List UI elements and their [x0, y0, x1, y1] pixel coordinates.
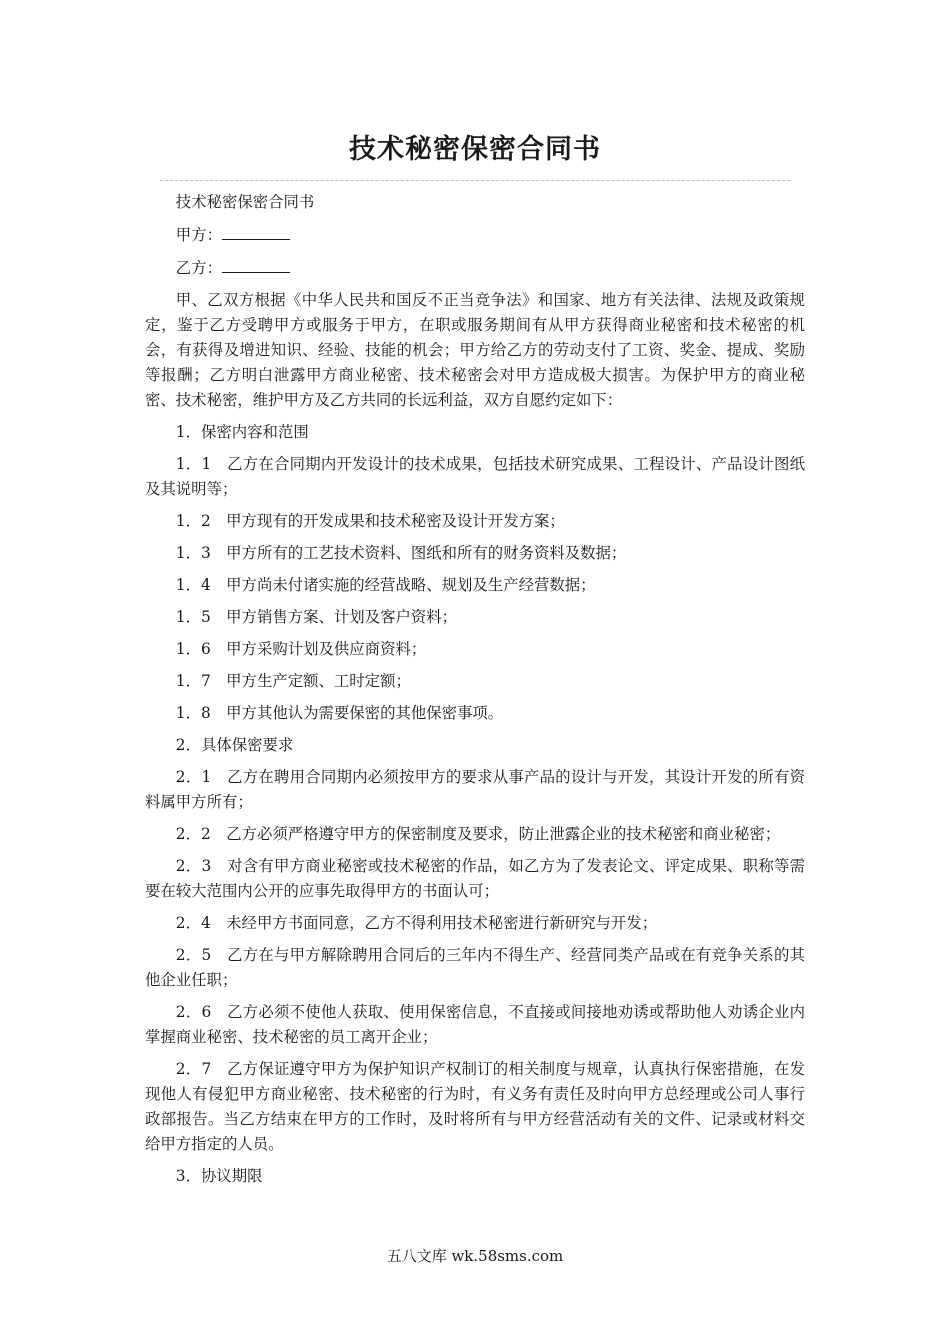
- clause-item: 1．3 甲方所有的工艺技术资料、图纸和所有的财务资料及数据；: [175, 544, 627, 562]
- section-heading: 2．具体保密要求: [175, 736, 294, 754]
- clause-item: 2．6 乙方必须不使他人获取、使用保密信息，不直接或间接地劝诱或帮助他人劝诱企业内掌握商业秘密、技术秘密的员工离开企业；: [145, 1003, 805, 1046]
- party-a-blank: [222, 222, 290, 240]
- clause-item: 1．5 甲方销售方案、计划及客户资料；: [175, 608, 458, 626]
- clause-item: 2．5 乙方在与甲方解除聘用合同后的三年内不得生产、经营同类产品或在有竞争关系的其他企业任职；: [145, 946, 805, 989]
- clause-item: 1．4 甲方尚未付诸实施的经营战略、规划及生产经营数据；: [175, 576, 596, 594]
- party-b-label: 乙方：: [175, 259, 222, 277]
- clause-item: 2．4 未经甲方书面同意，乙方不得利用技术秘密进行新研究与开发；: [175, 914, 658, 932]
- clause-item: 1．2 甲方现有的开发成果和技术秘密及设计开发方案；: [175, 512, 565, 530]
- document-body: [145, 190, 805, 1196]
- party-a-line: [145, 222, 805, 248]
- party-b-line: [145, 255, 805, 281]
- party-a-label: 甲方：: [175, 226, 222, 244]
- party-b-blank: [222, 255, 290, 273]
- clause-item: 2．3 对含有甲方商业秘密或技术秘密的作品，如乙方为了发表论文、评定成果、职称等需要在较大范围内公开的应事先取得甲方的书面认可；: [145, 857, 805, 900]
- clause-item: 2．2 乙方必须严格遵守甲方的保密制度及要求，防止泄露企业的技术秘密和商业秘密；: [175, 825, 781, 843]
- heading-line: 技术秘密保密合同书: [175, 193, 315, 211]
- clause-item: 1．8 甲方其他认为需要保密的其他保密事项。: [175, 704, 504, 722]
- paragraph-preamble: 甲、乙双方根据《中华人民共和国反不正当竞争法》和国家、地方有关法律、法规及政策规定，鉴于乙方受聘甲方或服务于甲方，在职或服务期间有从甲方获得商业秘密和技术秘密的机会，有获得及增进知识、经验、技能的机会；甲方给乙方的劳动支付了工资、奖金、提成、奖励等报酬；乙方明白泄露甲方商业秘密、技术秘密会对甲方造成极大损害。为保护甲方的商业秘密、技术秘密，维护甲方及乙方共同的长远利益，双方自愿约定如下：: [145, 291, 805, 409]
- clause-item: 1．6 甲方采购计划及供应商资料；: [175, 640, 427, 658]
- clause-item: 2．1 乙方在聘用合同期内必须按甲方的要求从事产品的设计与开发，其设计开发的所有资料属甲方所有；: [145, 768, 805, 811]
- section-heading: 3．协议期限: [175, 1167, 263, 1185]
- clause-item: 1．1 乙方在合同期内开发设计的技术成果，包括技术研究成果、工程设计、产品设计图纸及其说明等；: [145, 455, 805, 498]
- footer-watermark: 五八文库 wk.58sms.com: [386, 1247, 564, 1265]
- title-divider: [160, 180, 790, 181]
- clause-item: 2．7 乙方保证遵守甲方为保护知识产权制订的相关制度与规章，认真执行保密措施，在发现他人有侵犯甲方商业秘密、技术秘密的行为时，有义务有责任及时向甲方总经理或公司人事行政部报告。当乙方结束在甲方的工作时，及时将所有与甲方经营活动有关的文件、记录或材料交给甲方指定的人员。: [145, 1060, 805, 1153]
- clause-item: 1．7 甲方生产定额、工时定额；: [175, 672, 411, 690]
- section-heading: 1．保密内容和范围: [175, 423, 309, 441]
- document-title: 技术秘密保密合同书: [349, 134, 601, 165]
